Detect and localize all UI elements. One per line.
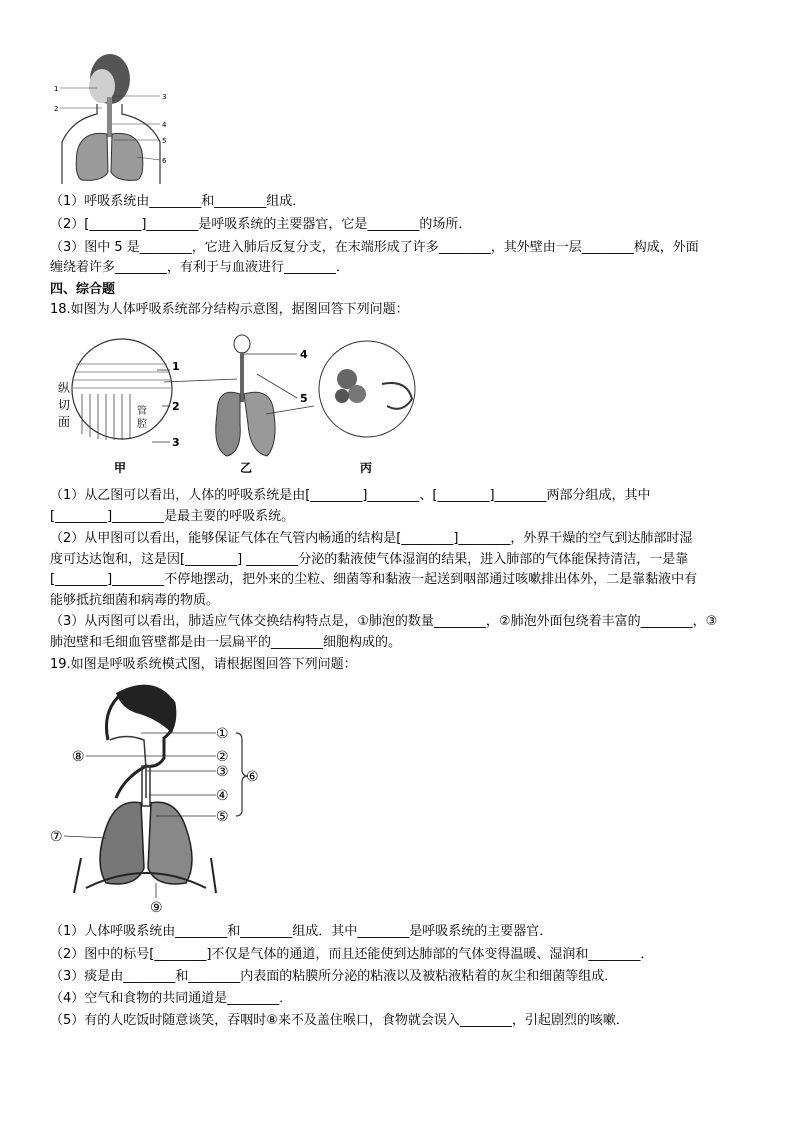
caption-bing: 丙 [360, 461, 373, 475]
fig2-num-1: 1 [172, 360, 180, 373]
q17-line-4: 缠绕着许多________，有利于与血液进行________． [50, 260, 350, 275]
q18-line-3: （2）从甲图可以看出，能够保证气体在气管内畅通的结构是[________]________，外界干燥的空气到达肺部时湿 [50, 531, 693, 546]
fig1-label-3: 3 [162, 93, 167, 101]
fig3-num-9: ⑨ [150, 900, 163, 913]
section-heading: 四、综合题 [50, 282, 116, 297]
fig1-label-6: 6 [162, 157, 167, 165]
fig3-num-2: ② [216, 749, 229, 765]
q17-line-2: （2）[________]________是呼吸系统的主要器官，它是________的场所． [50, 217, 472, 232]
side-label-1: 纵 [58, 381, 71, 395]
q19-line-2: （2）图中的标号[________]不仅是气体的通道，而且还能使到达肺部的气体变得温暖、湿润和________． [50, 947, 654, 962]
fig2-num-3: 3 [172, 436, 180, 449]
q19-line-3: （3）痰是由________和________内表面的粘膜所分泌的粘液以及被粘液粘着的灰尘和细菌等组成． [50, 969, 618, 984]
fig3-num-5: ⑤ [216, 809, 229, 825]
q18-line-5: [________]________不停地摆动，把外来的尘粒、细菌等和黏液一起送到咽部通过咳嗽排出体外，二是靠黏液中有 [50, 572, 698, 587]
q18-line-4: 度可达达饱和，这是因[________] ________分泌的黏液使气体湿润的结果，进入肺部的气体能保持清洁，一是靠 [50, 552, 689, 567]
fig3-num-4: ④ [216, 788, 229, 804]
fig3-num-7: ⑦ [50, 829, 63, 845]
q19-line-4: （4）空气和食物的共同通道是________． [50, 991, 293, 1006]
tube-label-2: 腔 [137, 419, 147, 430]
fig2-num-4: 4 [300, 348, 308, 361]
fig3-num-1: ① [216, 726, 229, 742]
caption-jia: 甲 [114, 461, 127, 475]
q19-line-5: （5）有的人吃饭时随意谈笑，吞咽时⑧来不及盖住喉口，食物就会误入________，引起剧烈的咳嗽． [50, 1013, 629, 1028]
side-label-3: 面 [58, 415, 71, 429]
q19-title: 19.如图是呼吸系统模式图，请根据图回答下列问题： [50, 657, 357, 672]
fig2-num-5: 5 [300, 392, 308, 405]
q18-line-6: 能够抵抗细菌和病毒的物质。 [50, 593, 220, 608]
q18-line-2: [________]________是最主要的呼吸系统。 [50, 509, 295, 524]
respiratory-system-figure-1 [52, 52, 177, 184]
q18-line-8: 肺泡壁和毛细血管壁都是由一层扁平的________细胞构成的。 [50, 635, 402, 650]
q18-line-7: （3）从丙图可以看出，肺适应气体交换结构特点是，①肺泡的数量________，②肺泡外面包绕着丰富的________，③ [50, 614, 718, 629]
tube-label-1: 管 [137, 406, 147, 417]
q17-line-3: （3）图中 5 是________，它进入肺后反复分支，在末端形成了许多________，其外壁由一层________构成，外面 [50, 240, 699, 255]
fig1-label-2: 2 [54, 105, 59, 113]
fig3-num-8: ⑧ [72, 749, 85, 765]
fig1-label-1: 1 [54, 85, 59, 93]
caption-yi: 乙 [240, 461, 253, 475]
fig1-label-5: 5 [162, 137, 167, 145]
q18-title: 18.如图为人体呼吸系统部分结构示意图，据图回答下列问题： [50, 302, 409, 317]
fig3-num-6: ⑥ [246, 769, 259, 785]
fig3-num-3: ③ [216, 764, 229, 780]
q18-line-1: （1）从乙图可以看出，人体的呼吸系统是由[________]________、[________]________两部分组成，其中 [50, 488, 651, 503]
alveoli-circle [319, 341, 415, 437]
q19-line-1: （1）人体呼吸系统由________和________组成．其中________是呼吸系统的主要器官． [50, 924, 553, 939]
fig1-label-4: 4 [162, 121, 167, 129]
fig2-num-2: 2 [172, 400, 180, 413]
q17-line-1: （1）呼吸系统由________和________组成． [50, 194, 306, 209]
side-label-2: 切 [58, 398, 71, 412]
respiratory-structure-figure-2 [52, 334, 422, 476]
respiratory-schematic-figure-3 [46, 678, 266, 913]
